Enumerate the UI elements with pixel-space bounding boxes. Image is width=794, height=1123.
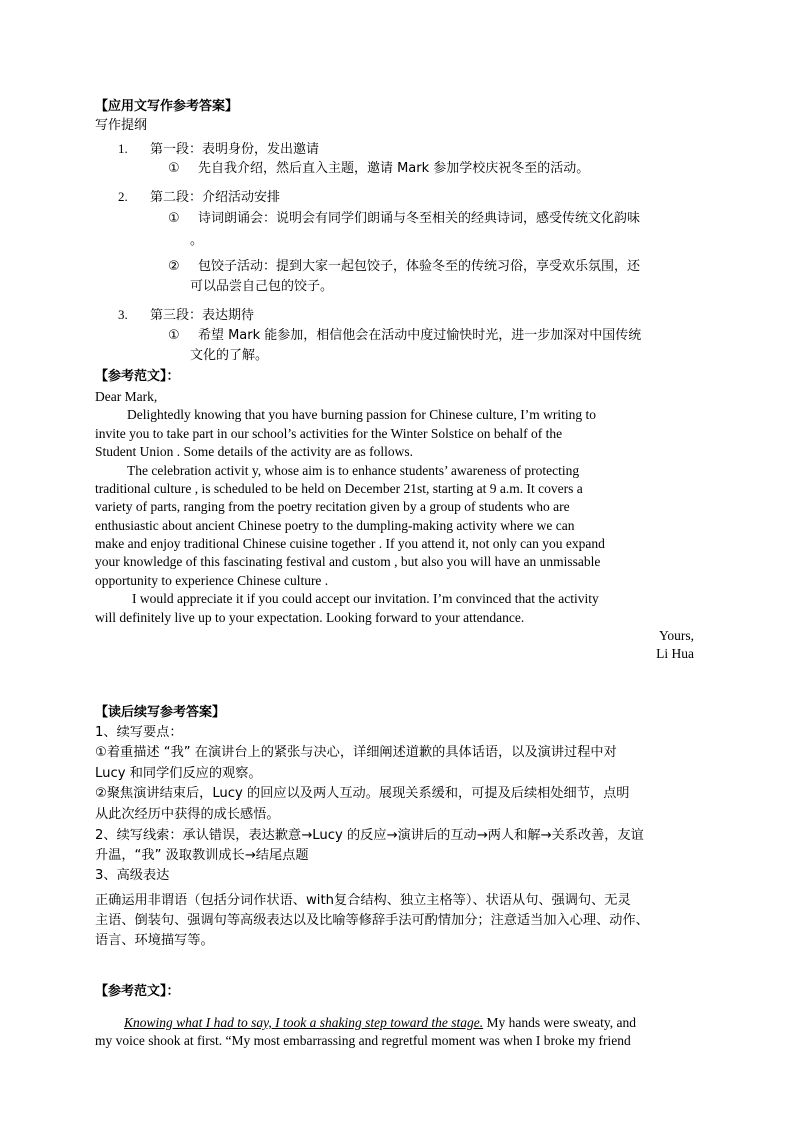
guide-line: 语言、环境描写等。 bbox=[95, 933, 214, 948]
outline-sub-text: 包饺子活动：提到大家一起包饺子，体验冬至的传统习俗，享受欢乐氛围，还 bbox=[197, 259, 640, 274]
circled-number: ① bbox=[168, 328, 180, 343]
outline-sub-text-cont: 文化的了解。 bbox=[190, 348, 269, 363]
guide-line: ②聚焦演讲结束后，Lucy 的回应以及两人互动。展现关系缓和，可提及后续相处细节，点明 bbox=[95, 786, 630, 801]
letter-line: I would appreciate it if you could accept our invitation. I’m convinced that the activity bbox=[132, 591, 599, 606]
letter-line: traditional culture , is scheduled to be held on December 21st, starting at 9 a.m. It covers a bbox=[95, 481, 583, 496]
outline-number: 1. bbox=[118, 141, 128, 156]
story-line: my voice shook at first. “My most embarrassing and regretful moment was when I broke my friend bbox=[95, 1033, 631, 1048]
outline-sub-1-1 bbox=[168, 159, 589, 178]
outline-item-3 bbox=[118, 305, 254, 325]
letter-line: Student Union . Some details of the activity are as follows. bbox=[95, 444, 413, 459]
given-sentence: Knowing what I had to say, I took a shaking step toward the stage. bbox=[124, 1015, 484, 1030]
sample-heading: 【参考范文】： bbox=[95, 369, 180, 384]
section-heading-writing: 【应用文写作参考答案】 bbox=[95, 99, 239, 114]
guide-line: 正确运用非谓语（包括分词作状语、with复合结构、独立主格等）、状语从句、强调句、无灵 bbox=[95, 893, 631, 908]
outline-sub-text-cont: 。 bbox=[190, 233, 204, 248]
letter-closing: Yours, bbox=[658, 628, 694, 643]
letter-line: Delightedly knowing that you have burning passion for Chinese culture, I’m writing to bbox=[127, 407, 597, 422]
letter-line: variety of parts, ranging from the poetry recitation given by a group of students who are bbox=[95, 499, 570, 514]
story-text: My hands were sweaty, and bbox=[483, 1015, 636, 1030]
section-heading-continuation: 【读后续写参考答案】 bbox=[95, 705, 226, 720]
letter-greeting: Dear Mark, bbox=[95, 389, 158, 404]
letter-signature: Li Hua bbox=[656, 646, 694, 661]
guide-line: 3、高级表达 bbox=[95, 868, 170, 883]
outline-sub-2-1 bbox=[168, 209, 640, 228]
outline-sub-text: 诗词朗诵会：说明会有同学们朗诵与冬至相关的经典诗词，感受传统文化韵味 bbox=[197, 211, 640, 226]
outline-sub-text-cont: 可以品尝自己包的饺子。 bbox=[190, 279, 334, 294]
outline-item-2 bbox=[118, 187, 280, 207]
outline-number: 3. bbox=[118, 307, 128, 322]
outline-sub-3-1 bbox=[168, 326, 641, 345]
letter-line: make and enjoy traditional Chinese cuisine together . If you attend it, not only can you expand bbox=[95, 536, 605, 551]
guide-line: 2、续写线索：承认错误，表达歉意→Lucy 的反应→演讲后的互动→两人和解→关系改善，友谊 bbox=[95, 828, 644, 843]
circled-number: ① bbox=[168, 211, 180, 226]
letter-line: enthusiastic about ancient Chinese poetry to the dumpling-making activity where we can bbox=[95, 518, 575, 533]
outline-number: 2. bbox=[118, 189, 128, 204]
outline-title-text: 第三段：表达期待 bbox=[150, 308, 255, 323]
letter-line: will definitely live up to your expectation. Looking forward to your attendance. bbox=[95, 610, 525, 625]
story-line bbox=[124, 1014, 636, 1032]
outline-item-1 bbox=[118, 139, 319, 159]
letter-line: your knowledge of this fascinating festival and custom , but also you will have an unmissable bbox=[95, 554, 601, 569]
guide-line: 主语、倒装句、强调句等高级表达以及比喻等修辞手法可酌情加分；注意适当加入心理、动作、 bbox=[95, 913, 649, 928]
guide-line: 升温，“我” 汲取教训成长→结尾点题 bbox=[95, 848, 309, 863]
letter-line: The celebration activit y, whose aim is to enhance students’ awareness of protecting bbox=[127, 463, 580, 478]
outline-sub-text: 希望 Mark 能参加，相信他会在活动中度过愉快时光，进一步加深对中国传统 bbox=[197, 328, 642, 343]
guide-line: 从此次经历中获得的成长感悟。 bbox=[95, 807, 280, 822]
outline-sub-text: 先自我介绍，然后直入主题，邀请 Mark 参加学校庆祝冬至的活动。 bbox=[197, 161, 590, 176]
outline-title: 写作提纲 bbox=[95, 118, 148, 133]
letter-line: opportunity to experience Chinese culture . bbox=[95, 573, 329, 588]
sample-heading: 【参考范文】： bbox=[95, 984, 180, 999]
outline-title-text: 第二段：介绍活动安排 bbox=[150, 190, 281, 205]
circled-number: ② bbox=[168, 259, 180, 274]
outline-sub-2-2 bbox=[168, 257, 640, 276]
guide-line: 1、续写要点： bbox=[95, 725, 183, 740]
letter-line: invite you to take part in our school’s activities for the Winter Solstice on behalf of the bbox=[95, 426, 563, 441]
guide-line: Lucy 和同学们反应的观察。 bbox=[95, 766, 262, 781]
outline-title-text: 第一段：表明身份，发出邀请 bbox=[150, 142, 320, 157]
circled-number: ① bbox=[168, 161, 180, 176]
guide-line: ①着重描述 “我” 在演讲台上的紧张与决心，详细阐述道歉的具体话语，以及演讲过程中对 bbox=[95, 745, 617, 760]
